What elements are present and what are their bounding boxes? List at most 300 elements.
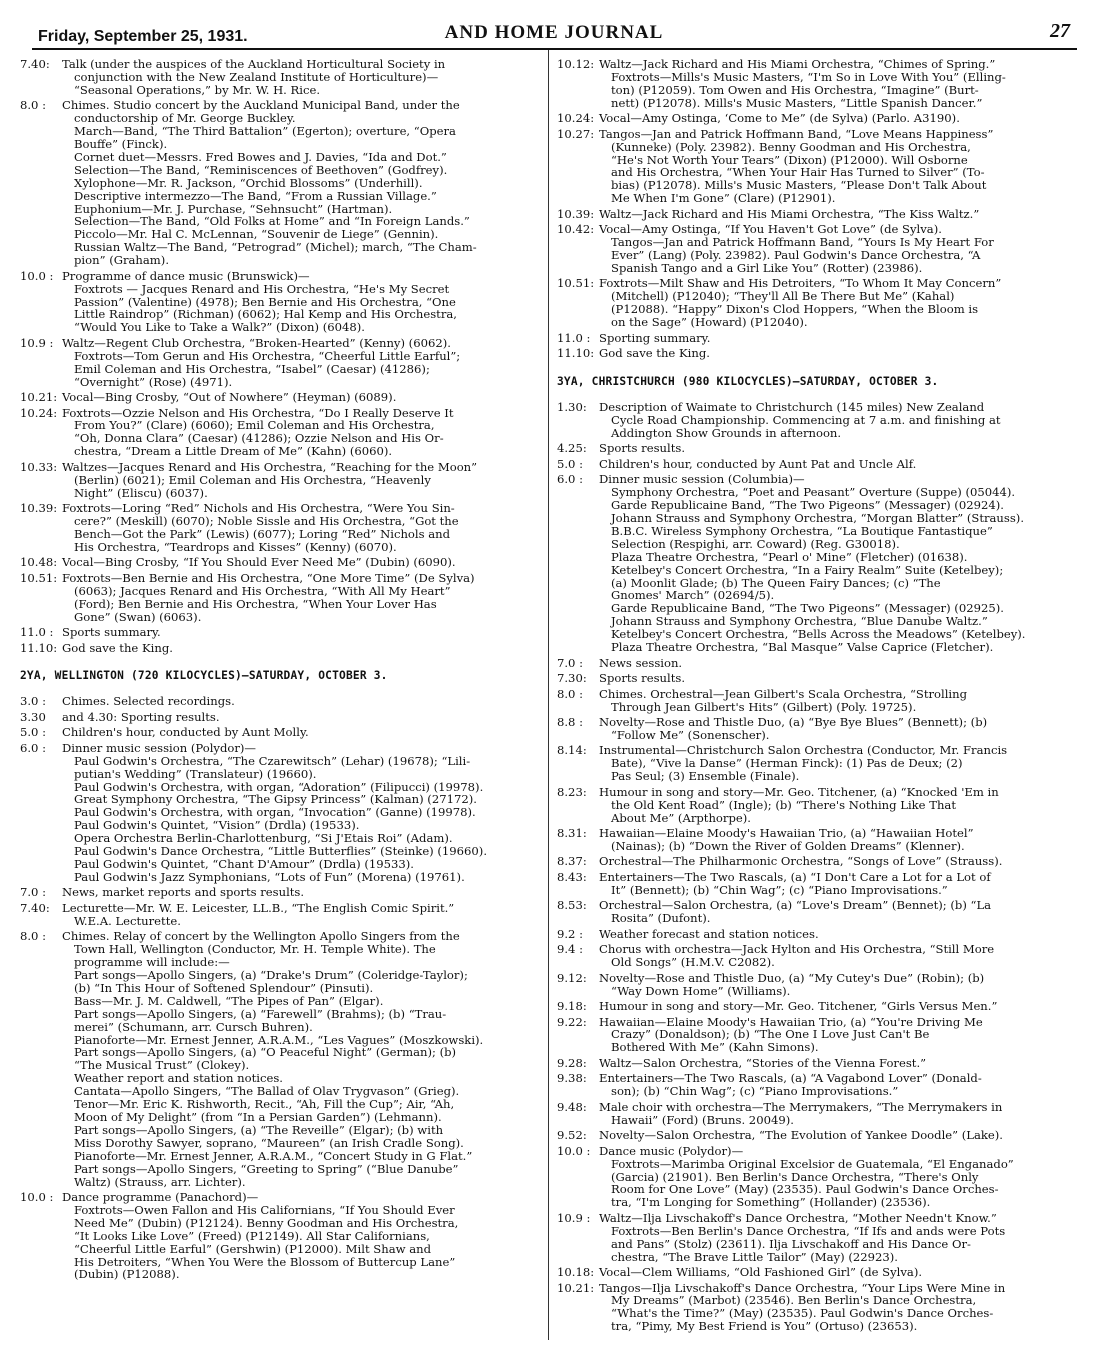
entry-line <box>557 884 1067 897</box>
entry-text: Entertainers—The Two Rascals, (a) “I Don't Care a Lot for a Lot of <box>599 869 991 884</box>
entry-text: Bothered With Me” (Kahn Simons). <box>611 1040 819 1055</box>
programme-entry <box>20 902 536 928</box>
entry-time: 10.0 : <box>20 1190 54 1204</box>
entry-first-line <box>557 928 1067 941</box>
entry-text: Descriptive intermezzo—The Band, “From a Russian Village.” <box>74 188 437 203</box>
entry-text: programme will include:— <box>74 955 230 970</box>
programme-entry <box>557 943 1067 969</box>
entry-text: Foxtrots—Ben Bernie and His Orchestra, “One More Time” (De Sylva) <box>62 570 475 585</box>
programme-entry <box>20 711 536 724</box>
entry-text: Part songs—Apollo Singers, (a) “O Peaceful Night” (German); (b) <box>74 1045 457 1060</box>
entry-text: God save the King. <box>62 640 173 655</box>
programme-entry <box>557 716 1067 742</box>
entry-text: on the Sage” (Howard) (P12040). <box>611 315 808 330</box>
entry-text: March—Band, “The Third Battalion” (Egerton); overture, “Opera <box>74 124 456 139</box>
entry-line <box>557 1085 1067 1098</box>
wellington-programme-continued <box>557 58 1067 360</box>
entry-time: 9.4 : <box>557 942 584 957</box>
entry-text: Dinner music session (Columbia)— <box>599 472 805 487</box>
entry-text: Novelty—Rose and Thistle Duo, (a) “My Cutey's Due” (Robin); (b) <box>599 970 985 985</box>
entry-text: Entertainers—The Two Rascals, (a) “A Vagabond Lover” (Donald- <box>599 1071 982 1086</box>
entry-time: 8.14: <box>557 743 587 758</box>
programme-entry <box>557 458 1067 471</box>
entry-text: and 4.30: Sporting results. <box>62 709 220 724</box>
entry-text: His Detroiters, “When You Were the Blossom of Buttercup Lane” <box>74 1254 456 1269</box>
entry-text: tra, “Pimy, My Best Friend is You” (Ortuso) (23653). <box>611 1319 918 1334</box>
entry-time: 8.31: <box>557 826 587 841</box>
entry-line <box>557 812 1067 825</box>
entry-text: Me When I'm Gone” (Clare) (P12901). <box>611 191 836 206</box>
programme-entry <box>557 1212 1067 1264</box>
page-header <box>38 20 1070 44</box>
entry-time: 7.0 : <box>557 655 584 670</box>
entry-text: Chimes. Studio concert by the Auckland Municipal Band, under the <box>62 98 460 113</box>
entry-text: Vocal—Bing Crosby, “If You Should Ever Need Me” (Dubin) (6090). <box>62 555 456 570</box>
entry-text: Foxtrots—Marimba Original Excelsior de Guatemala, “El Enganado” <box>611 1156 1014 1171</box>
entry-text: Pas Seul; (3) Ensemble (Finale). <box>611 769 800 784</box>
entry-time: 8.23: <box>557 784 587 799</box>
programme-entry <box>20 572 536 624</box>
entry-text: “Oh, Donna Clara” (Caesar) (41286); Ozzie Nelson and His Or- <box>74 431 444 446</box>
entry-text: Hawaii” (Ford) (Bruns. 20049). <box>611 1112 794 1127</box>
programme-entry <box>20 930 536 1188</box>
entry-text: Bouffe” (Finck). <box>74 137 168 152</box>
entry-time: 5.0 : <box>20 725 47 740</box>
entry-time: 11.0 : <box>20 625 54 639</box>
entry-text: Crazy” (Donaldson); (b) “The One I Love Just Can't Be <box>611 1027 930 1042</box>
entry-text: Male choir with orchestra—The Merrymakers, “The Merrymakers in <box>599 1099 1003 1114</box>
entry-text: conjunction with the New Zealand Institute of Horticulture)— <box>74 69 439 84</box>
entry-text: “Overnight” (Rose) (4971). <box>74 374 233 389</box>
entry-text: Opera Orchestra Berlin-Charlottenburg, “Si J'Etais Roi” (Adam). <box>74 831 453 846</box>
entry-time: 1.30: <box>557 400 587 414</box>
entry-text: Ketelbey's Concert Orchestra, “Bells Across the Meadows” (Ketelbey). <box>611 627 1026 642</box>
entry-text: Johann Strauss and Symphony Orchestra, “Blue Danube Waltz.” <box>611 614 988 629</box>
entry-text: Bate), “Vive la Danse” (Herman Finck): (1) Pas de Deux; (2) <box>611 756 963 771</box>
programme-entry <box>557 972 1067 998</box>
entry-text: (Dubin) (P12088). <box>74 1267 180 1282</box>
entry-text: Vocal—Amy Ostinga, “If You Haven't Got Love” (de Sylva). <box>599 222 942 237</box>
entry-line <box>557 192 1067 205</box>
entry-text: News session. <box>599 655 683 670</box>
entry-time: 6.0 : <box>557 472 584 487</box>
entry-text: “Follow Me” (Sonenscher). <box>611 727 770 742</box>
entry-text: Part songs—Apollo Singers, “Greeting to Spring” (“Blue Danube” <box>74 1161 459 1176</box>
entry-text: (Garcia) (21901). Ben Berlin's Dance Orchestra, “There's Only <box>611 1169 979 1184</box>
programme-entry <box>557 688 1067 714</box>
entry-time: 10.21: <box>557 1280 595 1295</box>
auckland-programme <box>20 58 536 654</box>
entry-time: 7.40: <box>20 900 50 915</box>
entry-text: Talk (under the auspices of the Auckland Horticultural Society in <box>62 57 446 71</box>
entry-line <box>20 84 536 97</box>
programme-entry <box>20 461 536 500</box>
entry-first-line <box>557 347 1067 360</box>
issue-date: Friday, September 25, 1931. <box>38 28 248 45</box>
entry-time: 10.18: <box>557 1265 595 1280</box>
entry-text: It” (Bennett); (b) “Chin Wag”; (c) “Piano Improvisations.” <box>611 882 948 897</box>
entry-first-line <box>20 391 536 404</box>
entry-first-line <box>557 672 1067 685</box>
entry-text: Need Me” (Dubin) (P12124). Benny Goodman and His Orchestra, <box>74 1215 459 1230</box>
entry-line <box>557 840 1067 853</box>
entry-text: pion” (Graham). <box>74 253 170 268</box>
programme-entry <box>557 442 1067 455</box>
programme-entry <box>557 744 1067 783</box>
entry-text: Children's hour, conducted by Aunt Pat and Uncle Alf. <box>599 456 917 471</box>
entry-text: (Berlin) (6021); Emil Coleman and His Orchestra, “Heavenly <box>74 472 431 487</box>
entry-text: Hawaiian—Elaine Moody's Hawaiian Trio, (a) “You're Driving Me <box>599 1014 983 1029</box>
entry-text: (Nainas); (b) “Down the River of Golden Dreams” (Klenner). <box>611 838 965 853</box>
entry-line <box>557 641 1067 654</box>
station-heading-christchurch: 3YA, CHRISTCHURCH (980 KILOCYCLES)—SATURDAY, OCTOBER 3. <box>557 375 939 389</box>
entry-text: Xylophone—Mr. R. Jackson, “Orchid Blossoms” (Underhill). <box>74 175 423 190</box>
entry-first-line <box>20 626 536 639</box>
entry-line <box>557 956 1067 969</box>
left-column <box>20 58 536 1284</box>
entry-first-line <box>20 726 536 739</box>
entry-text: Foxtrots—Ozzie Nelson and His Orchestra, “Do I Really Deserve It <box>62 405 454 420</box>
entry-text: Paul Godwin's Orchestra, “The Czarewitsch” (Lehar) (19678); “Lili- <box>74 753 471 768</box>
entry-first-line <box>557 112 1067 125</box>
entry-text: Sports results. <box>599 671 686 686</box>
programme-entry <box>557 1266 1067 1279</box>
programme-entry <box>557 827 1067 853</box>
programme-entry <box>557 401 1067 440</box>
programme-entry <box>20 642 536 655</box>
entry-time: 3.0 : <box>20 694 47 709</box>
station-heading-wellington: 2YA, WELLINGTON (720 KILOCYCLES)—SATURDAY, OCTOBER 3. <box>20 669 388 683</box>
entry-text: Tangos—Jan and Patrick Hoffmann Band, “Love Means Happiness” <box>599 126 994 141</box>
programme-entry <box>557 1016 1067 1055</box>
entry-first-line <box>20 886 536 899</box>
entry-text: Instrumental—Christchurch Salon Orchestra (Conductor, Mr. Francis <box>599 743 1008 758</box>
entry-text: Part songs—Apollo Singers, (a) “Drake's Drum” (Coleridge-Taylor); <box>74 968 468 982</box>
entry-text: and His Orchestra, “When Your Hair Has Turned to Silver” (To- <box>611 165 985 180</box>
programme-entry <box>20 337 536 389</box>
entry-time: 6.0 : <box>20 740 47 755</box>
right-column <box>557 58 1067 1336</box>
entry-text: About Me” (Arpthorpe). <box>611 810 751 825</box>
entry-text: Town Hall, Wellington (Conductor, Mr. H. Temple White). The <box>74 942 436 957</box>
entry-first-line <box>20 711 536 724</box>
entry-text: (Kunneke) (Poly. 23982). Benny Goodman and His Orchestra, <box>611 139 971 154</box>
entry-time: 10.33: <box>20 459 58 474</box>
programme-entry <box>557 1057 1067 1070</box>
entry-time: 4.25: <box>557 441 587 456</box>
entry-time: 10.12: <box>557 57 595 71</box>
entry-text: “The Musical Trust” (Clokey). <box>74 1058 250 1073</box>
entry-line <box>557 1251 1067 1264</box>
entry-text: Rosita” (Dufont). <box>611 911 711 926</box>
entry-line <box>20 321 536 334</box>
entry-text: Addington Show Grounds in afternoon. <box>611 425 842 440</box>
entry-first-line <box>20 642 536 655</box>
entry-text: Waltz—Jack Richard and His Miami Orchestra, “The Kiss Waltz.” <box>599 206 980 221</box>
programme-entry <box>557 208 1067 221</box>
entry-text: Cycle Road Championship. Commencing at 7 a.m. and finishing at <box>611 412 1001 427</box>
entry-text: Humour in song and story—Mr. Geo. Titchener, “Girls Versus Men.” <box>599 999 998 1014</box>
journal-title: AND HOME JOURNAL <box>444 22 664 43</box>
entry-line <box>20 1176 536 1189</box>
entry-time: 8.8 : <box>557 715 584 729</box>
entry-text: Foxtrots—Mills's Music Masters, “I'm So in Love With You” (Elling- <box>611 69 1006 84</box>
entry-time: 8.0 : <box>557 686 584 701</box>
entry-text: conductorship of Mr. George Buckley. <box>74 111 296 126</box>
entry-line <box>20 1268 536 1281</box>
entry-first-line <box>20 695 536 708</box>
entry-text: God save the King. <box>599 346 710 361</box>
programme-entry <box>557 473 1067 654</box>
entry-text: Tenor—Mr. Eric K. Rishworth, Recit., “Ah, Fill the Cup”; Air, “Ah, <box>74 1097 455 1112</box>
entry-text: Passion” (Valentine) (4978); Ben Bernie and His Orchestra, “One <box>74 294 456 309</box>
entry-text: Cornet duet—Messrs. Fred Bowes and J. Davies, “Ida and Dot.” <box>74 149 447 164</box>
entry-time: 3.30 <box>20 709 46 724</box>
entry-text: Sports summary. <box>62 625 161 639</box>
programme-entry <box>557 1282 1067 1334</box>
entry-line <box>20 541 536 554</box>
programme-entry <box>557 112 1067 125</box>
entry-line <box>557 1041 1067 1054</box>
entry-text: “What's the Time?” (May) (23535). Paul Godwin's Dance Orches- <box>611 1306 994 1321</box>
entry-text: and Pans” (Stolz) (23611). Ilja Livschakoff and His Dance Or- <box>611 1236 971 1251</box>
entry-text: My Dreams” (Marbot) (23546). Ben Berlin's Dance Orchestra, <box>611 1293 977 1308</box>
entry-text: cere?” (Meskill) (6070); Noble Sissle and His Orchestra, “Got the <box>74 513 459 528</box>
entry-first-line <box>557 332 1067 345</box>
entry-text: Euphonium—Mr. J. Purchase, “Sehnsucht” (Hartman). <box>74 201 393 216</box>
entry-time: 9.18: <box>557 999 587 1014</box>
entry-text: Weather forecast and station notices. <box>599 926 819 941</box>
entry-text: Garde Republicaine Band, “The Two Pigeons” (Messager) (02924). <box>611 498 1004 513</box>
entry-text: Chimes. Relay of concert by the Wellington Apollo Singers from the <box>62 929 460 944</box>
entry-text: Pianoforte—Mr. Ernest Jenner, A.R.A.M., “Concert Study in G Flat.” <box>74 1148 473 1163</box>
entry-first-line <box>557 442 1067 455</box>
entry-text: Russian Waltz—The Band, “Petrograd” (Michel); march, “The Cham- <box>74 240 477 255</box>
entry-text: chestra, “The Brave Little Tailor” (May) (22923). <box>611 1249 898 1264</box>
entry-line <box>557 912 1067 925</box>
entry-time: 8.0 : <box>20 929 47 944</box>
entry-text: Sporting summary. <box>599 330 711 345</box>
entry-text: Weather report and station notices. <box>74 1071 283 1086</box>
entry-line <box>557 1114 1067 1127</box>
entry-text: Chorus with orchestra—Jack Hylton and His Orchestra, “Still More <box>599 942 995 957</box>
entry-time: 10.48: <box>20 555 58 570</box>
entry-time: 7.40: <box>20 57 50 71</box>
entry-first-line <box>557 855 1067 868</box>
programme-entry <box>557 1000 1067 1013</box>
programme-entry <box>20 726 536 739</box>
entry-text: Paul Godwin's Jazz Symphonians, “Lots of Fun” (Morena) (19761). <box>74 869 465 884</box>
entry-time: 9.22: <box>557 1014 587 1029</box>
entry-text: Great Symphony Orchestra, “The Gipsy Princess” (Kalman) (27172). <box>74 792 477 807</box>
programme-entry <box>557 1129 1067 1142</box>
entry-text: (6063); Jacques Renard and His Orchestra, “With All My Heart” <box>74 583 451 598</box>
entry-text: Vocal—Amy Ostinga, ‘Come to Me” (de Sylva) (Parlo. A3190). <box>599 111 960 126</box>
entry-text: Part songs—Apollo Singers, (a) “The Reveille” (Elgar); (b) with <box>74 1122 444 1137</box>
programme-entry <box>557 672 1067 685</box>
entry-text: (b) “In This Hour of Softened Splendour” (Pinsuti). <box>74 980 374 995</box>
entry-text: Waltz—Ilja Livschakoff's Dance Orchestra, “Mother Needn't Know.” <box>599 1210 997 1225</box>
entry-time: 11.10: <box>557 346 595 361</box>
entry-line <box>557 316 1067 329</box>
entry-text: Moon of My Delight” (from “In a Persian Garden”) (Lehmann). <box>74 1109 442 1124</box>
entry-line <box>557 1196 1067 1209</box>
entry-text: Selection (Respighi, arr. Coward) (Reg. G30018). <box>611 536 900 551</box>
entry-text: Waltz—Regent Club Orchestra, “Broken-Hearted” (Kenny) (6062). <box>62 335 451 350</box>
entry-text: Plaza Theatre Orchestra, “Bal Masque” Valse Caprice (Fletcher). <box>611 640 994 655</box>
entry-line <box>20 915 536 928</box>
entry-time: 8.0 : <box>20 98 47 113</box>
entry-time: 10.9 : <box>557 1210 591 1225</box>
entry-text: Foxtrots—Tom Gerun and His Orchestra, “Cheerful Little Earful”; <box>74 348 461 363</box>
entry-time: 10.39: <box>557 206 595 221</box>
entry-text: Paul Godwin's Quintet, “Vision” (Drdla) (19533). <box>74 818 360 833</box>
entry-first-line <box>557 1129 1067 1142</box>
programme-entry <box>557 928 1067 941</box>
programme-entry <box>20 502 536 554</box>
entry-first-line <box>557 657 1067 670</box>
programme-entry <box>557 128 1067 205</box>
entry-text: Night” (Eliscu) (6037). <box>74 485 208 500</box>
entry-text: “It Looks Like Love” (Freed) (P12149). All Star Californians, <box>74 1228 430 1243</box>
entry-time: 7.0 : <box>20 885 47 900</box>
entry-text: Paul Godwin's Quintet, “Chant D'Amour” (Drdla) (19533). <box>74 856 414 871</box>
entry-text: Foxtrots—Owen Fallon and His Californians, “If You Should Ever <box>74 1202 455 1217</box>
entry-text: “He's Not Worth Your Tears” (Dixon) (P12000). Will Osborne <box>611 152 968 167</box>
entry-text: the Old Kent Road” (Ingle); (b) “There's Nothing Like That <box>611 797 956 812</box>
wellington-programme <box>20 695 536 1281</box>
entry-text: son); (b) “Chin Wag”; (c) “Piano Improvisations.” <box>611 1084 899 1099</box>
entry-text: Hawaiian—Elaine Moody's Hawaiian Trio, (a) “Hawaiian Hotel” <box>599 826 974 841</box>
entry-time: 5.0 : <box>557 456 584 471</box>
entry-text: Ketelbey's Concert Orchestra, “In a Fairy Realm” Suite (Ketelbey); <box>611 562 1004 577</box>
entry-text: Vocal—Bing Crosby, “Out of Nowhere” (Heyman) (6089). <box>62 390 397 405</box>
entry-text: Children's hour, conducted by Aunt Molly. <box>62 725 309 740</box>
entry-first-line <box>557 458 1067 471</box>
entry-line <box>20 487 536 500</box>
entry-line <box>557 729 1067 742</box>
entry-line <box>20 254 536 267</box>
programme-entry <box>20 391 536 404</box>
entry-text: W.E.A. Lecturette. <box>74 913 181 928</box>
entry-text: “Way Down Home” (Williams). <box>611 983 791 998</box>
entry-line <box>557 770 1067 783</box>
entry-text: Emil Coleman and His Orchestra, “Isabel” (Caesar) (41286); <box>74 361 430 376</box>
entry-text: putian's Wedding” (Translateur) (19660). <box>74 766 317 781</box>
programme-entry <box>557 1145 1067 1210</box>
entry-first-line <box>557 1266 1067 1279</box>
entry-text: Waltz) (Strauss, arr. Lichter). <box>74 1174 246 1189</box>
programme-entry <box>557 786 1067 825</box>
entry-time: 9.48: <box>557 1099 587 1114</box>
entry-text: Selection—The Band, “Old Folks at Home” and “In Foreign Lands.” <box>74 214 470 229</box>
programme-entry <box>20 270 536 335</box>
entry-text: Room for One Love” (May) (23535). Paul Godwin's Dance Orches- <box>611 1182 999 1197</box>
entry-text: His Orchestra, “Teardrops and Kisses” (Kenny) (6070). <box>74 539 397 554</box>
programme-entry <box>557 223 1067 275</box>
programme-entry <box>557 332 1067 345</box>
entry-text: Symphony Orchestra, “Poet and Peasant” Overture (Suppe) (05044). <box>611 485 1016 500</box>
entry-text: Foxtrots—Loring “Red” Nichols and His Orchestra, “Were You Sin- <box>62 501 455 516</box>
entry-line <box>20 445 536 458</box>
entry-text: Dance programme (Panachord)— <box>62 1190 259 1204</box>
entry-text: Humour in song and story—Mr. Geo. Titchener, (a) “Knocked 'Em in <box>599 784 999 799</box>
entry-line <box>557 701 1067 714</box>
entry-time: 9.2 : <box>557 926 584 941</box>
entry-time: 10.24: <box>557 111 595 126</box>
entry-text: (Mitchell) (P12040); “They'll All Be There But Me” (Kahal) <box>611 289 955 304</box>
entry-first-line <box>557 208 1067 221</box>
programme-entry <box>557 58 1067 110</box>
entry-text: Novelty—Salon Orchestra, “The Evolution of Yankee Doodle” (Lake). <box>599 1128 1003 1143</box>
entry-text: Ever” (Lang) (Poly. 23982). Paul Godwin's Dance Orchestra, “A <box>611 248 981 263</box>
entry-text: nett) (P12078). Mills's Music Masters, “Little Spanish Dancer.” <box>611 95 983 110</box>
programme-entry <box>557 347 1067 360</box>
entry-text: bias) (P12078). Mills's Music Masters, “Please Don't Talk About <box>611 178 987 193</box>
entry-text: Selection—The Band, “Reminiscences of Beethoven” (Godfrey). <box>74 162 448 177</box>
programme-entry <box>557 855 1067 868</box>
entry-text: Bass—Mr. J. M. Caldwell, “The Pipes of Pan” (Elgar). <box>74 993 384 1008</box>
entry-text: Old Songs” (H.M.V. C2082). <box>611 955 775 970</box>
entry-text: Paul Godwin's Orchestra, with organ, “Invocation” (Ganne) (19978). <box>74 805 476 820</box>
entry-first-line <box>557 1000 1067 1013</box>
column-divider <box>548 50 549 1340</box>
entry-time: 7.30: <box>557 671 587 686</box>
entry-time: 10.39: <box>20 501 58 516</box>
entry-time: 10.51: <box>557 276 595 291</box>
entry-text: merei” (Schumann, arr. Cursch Buhren). <box>74 1019 313 1034</box>
entry-text: B.B.C. Wireless Symphony Orchestra, “La Boutique Fantastique” <box>611 523 993 538</box>
entry-text: Orchestral—The Philharmonic Orchestra, “Songs of Love” (Strauss). <box>599 854 1003 869</box>
entry-text: Part songs—Apollo Singers, (a) “Farewell” (Brahms); (b) “Trau- <box>74 1006 447 1021</box>
entry-text: Pianoforte—Mr. Ernest Jenner, A.R.A.M., “Les Vagues” (Moszkowski). <box>74 1032 484 1047</box>
entry-first-line <box>557 1057 1067 1070</box>
entry-time: 9.28: <box>557 1055 587 1070</box>
entry-text: Waltz—Jack Richard and His Miami Orchestra, “Chimes of Spring.” <box>599 57 996 71</box>
entry-time: 9.52: <box>557 1128 587 1143</box>
programme-entry <box>20 556 536 569</box>
entry-text: Garde Republicaine Band, “The Two Pigeons” (Messager) (02925). <box>611 601 1004 616</box>
entry-text: Programme of dance music (Brunswick)— <box>62 268 310 283</box>
entry-time: 8.53: <box>557 898 587 913</box>
programme-entry <box>20 742 536 884</box>
programme-entry <box>557 899 1067 925</box>
entry-text: ton) (P12059). Tom Owen and His Orchestra, “Imagine” (Burt- <box>611 82 979 97</box>
entry-text: Foxtrots—Ben Berlin's Dance Orchestra, “If Ifs and ands were Pots <box>611 1223 1006 1238</box>
entry-text: (P12088). “Happy” Dixon's Clod Hoppers, “When the Bloom is <box>611 302 979 317</box>
header-rule <box>32 48 1077 50</box>
entry-text: (a) Moonlit Glade; (b) The Queen Fairy Dances; (c) “The <box>611 575 941 590</box>
entry-line <box>557 262 1067 275</box>
entry-time: 8.43: <box>557 869 587 884</box>
entry-text: Cantata—Apollo Singers, “The Ballad of Olav Trygvason” (Grieg). <box>74 1084 460 1099</box>
entry-text: “Would You Like to Take a Walk?” (Dixon) (6048). <box>74 320 365 335</box>
entry-line <box>557 427 1067 440</box>
entry-text: chestra, “Dream a Little Dream of Me” (Kahn) (6060). <box>74 444 393 459</box>
entry-time: 10.51: <box>20 570 58 585</box>
entry-text: Description of Waimate to Christchurch (145 miles) New Zealand <box>599 400 985 414</box>
programme-entry <box>20 886 536 899</box>
entry-line <box>20 611 536 624</box>
entry-time: 10.21: <box>20 390 58 405</box>
entry-text: Orchestral—Salon Orchestra, (a) “Love's Dream” (Bennet); (b) “La <box>599 898 992 913</box>
entry-time: 11.0 : <box>557 330 591 345</box>
entry-text: tra, “I'm Longing for Something” (Hollander) (23536). <box>611 1195 931 1210</box>
page-number: 27 <box>1050 20 1070 42</box>
entry-time: 10.27: <box>557 126 595 141</box>
entry-text: “Seasonal Operations,” by Mr. W. H. Rice. <box>74 82 321 97</box>
programme-entry <box>20 58 536 97</box>
